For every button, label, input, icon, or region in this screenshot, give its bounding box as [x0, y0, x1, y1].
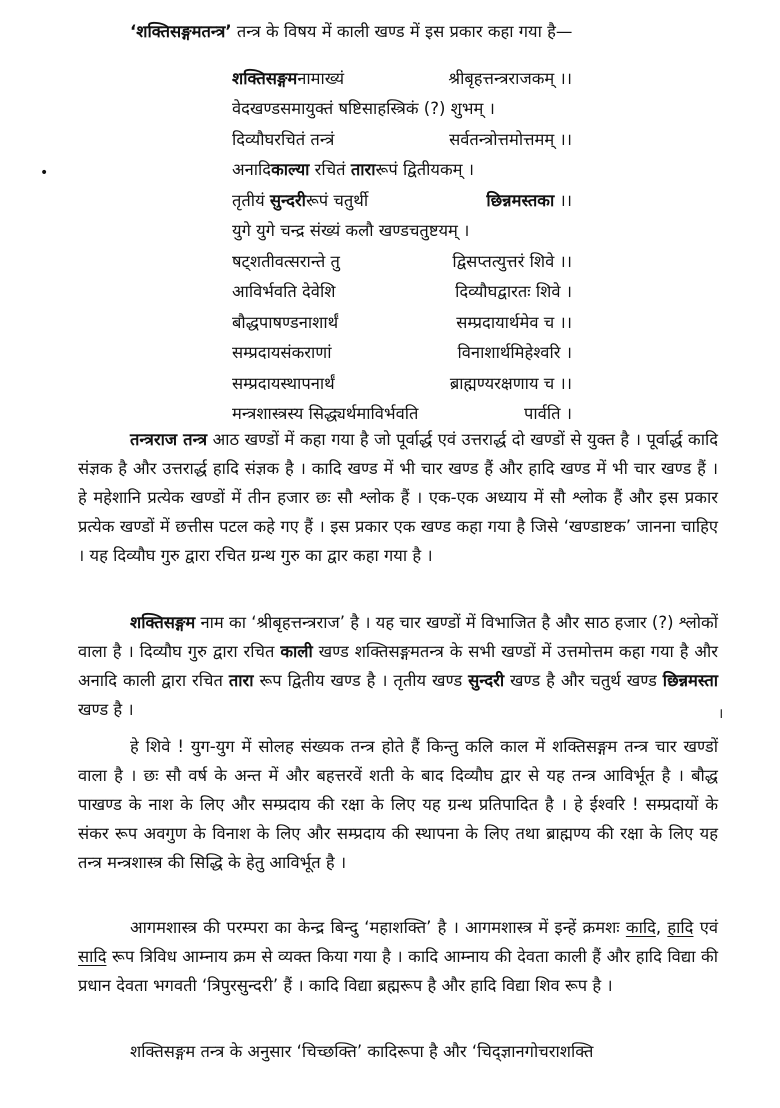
margin-mark-right: ।	[718, 706, 724, 722]
verse-line	[232, 154, 572, 185]
verse-line	[232, 276, 572, 307]
verse-line	[232, 93, 572, 124]
verse-line	[232, 398, 572, 429]
verse-line	[232, 123, 572, 154]
verse-half-second: द्विसप्तत्युत्तरं शिवे ।।	[452, 251, 572, 271]
paragraph-continuation: शक्तिसङ्गम तन्त्र के अनुसार ‘चिच्छक्ति’ कादिरूपा है और ‘चिद्ज्ञानगोचराशक्ति	[130, 1042, 594, 1061]
verse-block	[232, 62, 572, 428]
verse-half-first: बौद्धपाषण्डनाशार्थं	[232, 312, 339, 332]
paragraph-shaktisangam: शक्तिसङ्गम नाम का ‘श्रीबृहत्तन्त्रराज’ है । यह चार खण्डों में विभाजित है और साठ हजार (?) श्लोकों वाला है । दिव्यौघ गुरु द्वारा रचित काली खण्ड शक्तिसङ्गमतन्त्र के सभी खण्डों में उत्तमोत्तम कहा गया है और अनादि काली द्वारा रचित तारा रूप द्वितीय खण्ड है । तृतीय खण्ड सुन्दरी खण्ड है और चतुर्थ खण्ड छिन्नमस्ता खण्ड है ।	[78, 613, 719, 719]
verse-line	[232, 245, 572, 276]
verse-half-second: सम्प्रदायार्थमेव च ।।	[456, 312, 572, 332]
intro-text: तन्त्र के विषय में काली खण्ड में इस प्रकार कहा गया है—	[231, 22, 573, 41]
verse-half-second: सर्वतन्त्रोत्तमोत्तमम् ।।	[449, 129, 572, 149]
verse-half-first: षट्शतीवत्सरान्ते तु	[232, 251, 340, 271]
verse-half-second: विनाशार्थमिहेश्वरि ।	[457, 343, 572, 363]
verse-half-first: मन्त्रशास्त्रस्य सिद्ध्यर्थमाविर्भवति	[232, 404, 419, 424]
verse-line	[232, 337, 572, 368]
verse-half-first: तृतीयं सुन्दरीरूपं चतुर्थी	[232, 190, 369, 210]
paragraph-agamashastra: आगमशास्त्र की परम्परा का केन्द्र बिन्दु ‘महाशक्ति’ है । आगमशास्त्र में इन्हें क्रमशः कादि, हादि एवं सादि रूप त्रिविध आम्नाय क्रम से व्यक्त किया गया है । कादि आम्नाय की देवता काली हैं और हादि विद्या की प्रधान देवता भगवती ‘त्रिपुरसुन्दरी’ हैं । कादि विद्या ब्रह्मरूप है और हादि विद्या शिव रूप है ।	[78, 918, 718, 995]
verse-line	[232, 184, 572, 215]
verse-half-first: युगे युगे चन्द्र संख्यं कलौ खण्डचतुष्टयम् ।	[232, 221, 470, 241]
verse-half-first: आविर्भवति देवेशि	[232, 282, 336, 302]
verse-half-second: छिन्नमस्तका ।।	[486, 190, 572, 210]
paragraph-he-shive: हे शिवे ! युग-युग में सोलह संख्यक तन्त्र होते हैं किन्तु कलि काल में शक्तिसङ्गम तन्त्र चार खण्डों वाला है । छः सौ वर्ष के अन्त में और बहत्तरवें शती के बाद दिव्यौघ द्वार से यह तन्त्र आविर्भूत है । बौद्ध पाखण्ड के नाश के लिए और सम्प्रदाय की रक्षा के लिए यह ग्रन्थ प्रतिपादित है । हे ईश्वरि ! सम्प्रदायों के संकर रूप अवगुण के विनाश के लिए और सम्प्रदाय की स्थापना के लिए तथा ब्राह्मण्य की रक्षा के लिए यह तन्त्र मन्त्रशास्त्र की सिद्धि के हेतु आविर्भूत है ।	[78, 737, 718, 872]
verse-line	[232, 215, 572, 246]
verse-half-first: सम्प्रदायस्थापनार्थं	[232, 373, 335, 393]
verse-line	[232, 306, 572, 337]
verse-half-second: पार्वति ।	[524, 404, 572, 424]
verse-half-first: अनादिकाल्या रचितं तारारूपं द्वितीयकम् ।	[232, 160, 475, 180]
intro-title: ‘शक्तिसङ्गमतन्त्र’	[130, 22, 232, 41]
verse-half-second: श्रीबृहत्तन्त्रराजकम् ।।	[448, 68, 572, 88]
paragraph-tantraraj: तन्त्रराज तन्त्र आठ खण्डों में कहा गया है जो पूर्वार्द्ध एवं उत्तरार्द्ध दो खण्डों से युक्त है । पूर्वार्द्ध कादि संज्ञक है और उत्तरार्द्ध हादि संज्ञक है । कादि खण्ड में भी चार खण्ड हैं और हादि खण्ड में भी चार खण्ड हैं । हे महेशानि प्रत्येक खण्डों में तीन हजार छः सौ श्लोक हैं । एक-एक अध्याय में सौ श्लोक हैं और इस प्रकार प्रत्येक खण्डों में छत्तीस पटल कहे गए हैं । इस प्रकार एक खण्ड कहा गया है जिसे ‘खण्डाष्टक’ जानना चाहिए । यह दिव्यौघ गुरु द्वारा रचित ग्रन्थ गुरु का द्वार कहा गया है ।	[78, 430, 719, 565]
verse-line	[232, 367, 572, 398]
verse-half-first: शक्तिसङ्गमनामाख्यं	[232, 68, 345, 88]
verse-half-first: दिव्यौघरचितं तन्त्रं	[232, 129, 335, 149]
verse-half-second: दिव्यौघद्वारतः शिवे ।	[455, 282, 572, 302]
margin-mark-left: •	[40, 165, 49, 181]
verse-half-first: सम्प्रदायसंकराणां	[232, 343, 332, 363]
intro-line	[130, 18, 730, 46]
verse-half-second: ब्राह्मण्यरक्षणाय च ।।	[449, 373, 572, 393]
verse-line	[232, 62, 572, 93]
verse-half-first: वेदखण्डसमायुक्तं षष्टिसाहस्त्रिकं (?) शुभम् ।	[232, 99, 495, 119]
